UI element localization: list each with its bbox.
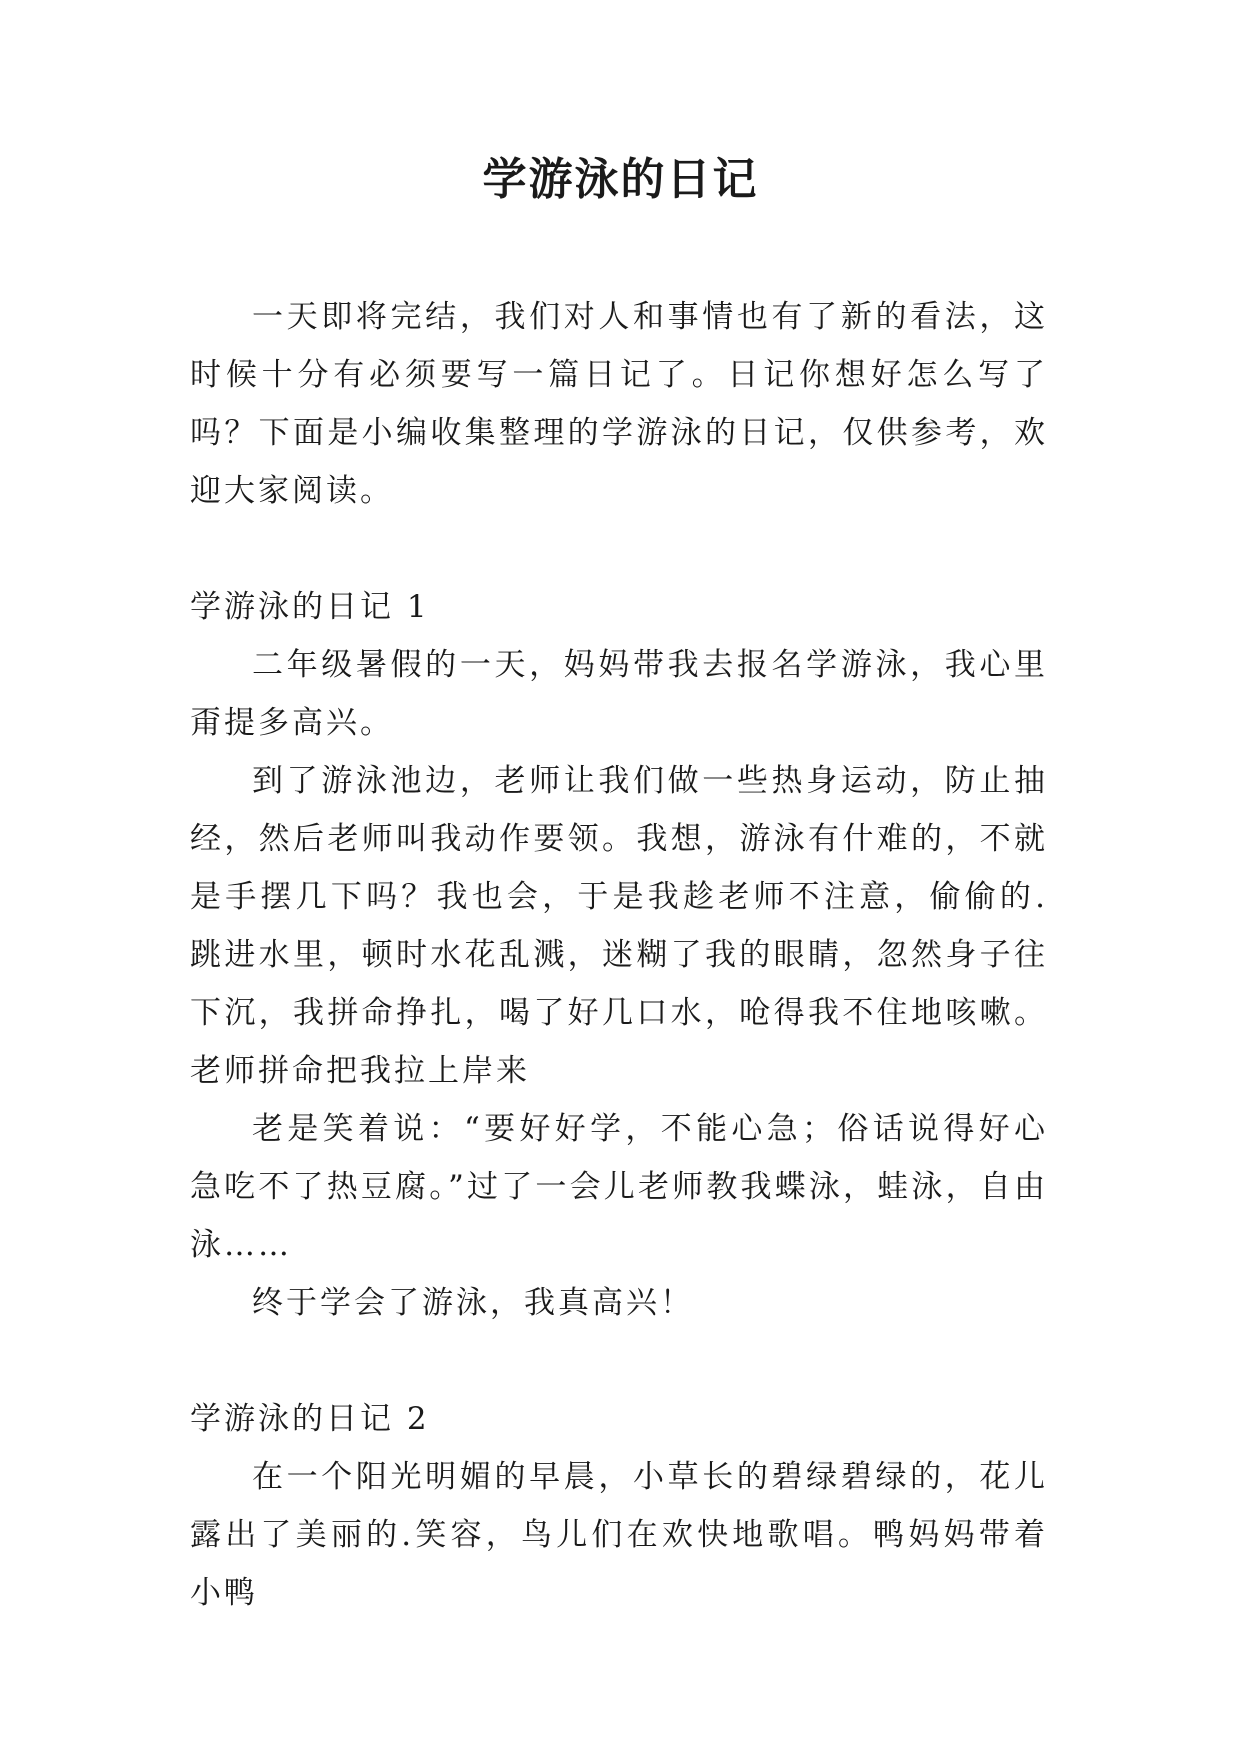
section-1-paragraph-3: 老是笑着说：“要好好学，不能心急；俗话说得好心急吃不了热豆腐。”过了一会儿老师教我蝶泳，蛙泳，自由泳…… bbox=[190, 1111, 1048, 1263]
section-1-paragraph-4: 终于学会了游泳，我真高兴！ bbox=[252, 1285, 694, 1321]
section-1-paragraph-1: 二年级暑假的一天，妈妈带我去报名学游泳，我心里甭提多高兴。 bbox=[190, 647, 1048, 741]
section-spacer bbox=[190, 520, 1048, 578]
section-2-paragraph-1: 在一个阳光明媚的早晨，小草长的碧绿碧绿的，花儿露出了美丽的.笑容，鸟儿们在欢快地歌唱。鸭妈妈带着小鸭 bbox=[190, 1459, 1048, 1611]
intro-paragraph: 一天即将完结，我们对人和事情也有了新的看法，这时候十分有必须要写一篇日记了。日记你想好怎么写了吗？下面是小编收集整理的学游泳的日记，仅供参考，欢迎大家阅读。 bbox=[190, 299, 1048, 509]
section-spacer bbox=[190, 1332, 1048, 1390]
section-heading-1: 学游泳的日记 1 bbox=[190, 589, 430, 625]
document-body bbox=[190, 288, 1048, 1622]
section-1-paragraph-2: 到了游泳池边，老师让我们做一些热身运动，防止抽经，然后老师叫我动作要领。我想，游泳有什难的，不就是手摆几下吗？我也会，于是我趁老师不注意，偷偷的.跳进水里，顿时水花乱溅，迷糊了我的眼睛，忽然身子往下沉，我拼命挣扎，喝了好几口水，呛得我不住地咳嗽。老师拼命把我拉上岸来 bbox=[190, 763, 1048, 1089]
document-title: 学游泳的日记 bbox=[482, 154, 759, 205]
section-heading-2: 学游泳的日记 2 bbox=[190, 1401, 430, 1437]
